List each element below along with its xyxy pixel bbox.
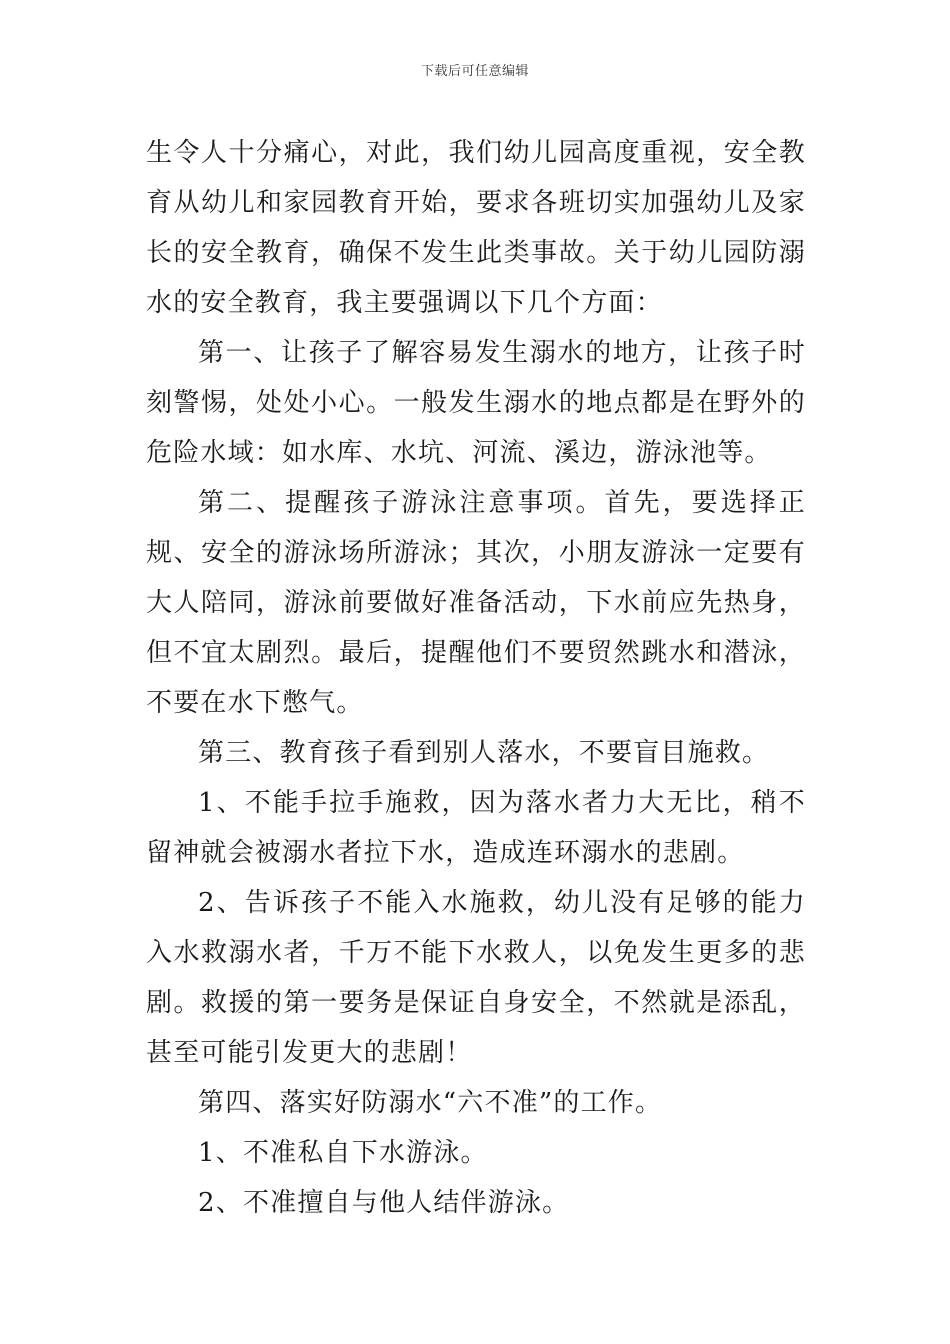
paragraph-point-one: 第一、让孩子了解容易发生溺水的地方，让孩子时刻警惕，处处小心。一般发生溺水的地点都是在野外的危险水域：如水库、水坑、河流、溪边，游泳池等。 xyxy=(146,338,806,468)
paragraph-point-three: 第三、教育孩子看到别人落水，不要盲目施救。 xyxy=(198,738,770,768)
paragraph-intro-continued: 生令人十分痛心，对此，我们幼儿园高度重视，安全教育从幼儿和家园教育开始，要求各班切实加强幼儿及家长的安全教育，确保不发生此类事故。关于幼儿园防溺水的安全教育，我主要强调以下几个方面： xyxy=(146,138,806,318)
page-header: 下载后可任意编辑 xyxy=(420,64,529,79)
paragraph-point-two: 第二、提醒孩子游泳注意事项。首先，要选择正规、安全的游泳场所游泳；其次，小朋友游泳一定要有大人陪同，游泳前要做好准备活动，下水前应先热身，但不宜太剧烈。最后，提醒他们不要贸然跳水和潜泳，不要在水下憋气。 xyxy=(146,488,806,718)
paragraph-point-three-item-2: 2、告诉孩子不能入水施救，幼儿没有足够的能力入水救溺水者，千万不能下水救人，以免发生更多的悲剧。救援的第一要务是保证自身安全，不然就是添乱，甚至可能引发更大的悲剧！ xyxy=(146,888,806,1068)
document-body xyxy=(146,128,806,1228)
paragraph-point-four-item-2: 2、不准擅自与他人结伴游泳。 xyxy=(198,1188,570,1218)
paragraph-point-four: 第四、落实好防溺水“六不准”的工作。 xyxy=(198,1088,663,1118)
paragraph-point-three-item-1: 1、不能手拉手施救，因为落水者力大无比，稍不留神就会被溺水者拉下水，造成连环溺水的悲剧。 xyxy=(146,788,806,868)
paragraph-point-four-item-1: 1、不准私自下水游泳。 xyxy=(198,1138,488,1168)
